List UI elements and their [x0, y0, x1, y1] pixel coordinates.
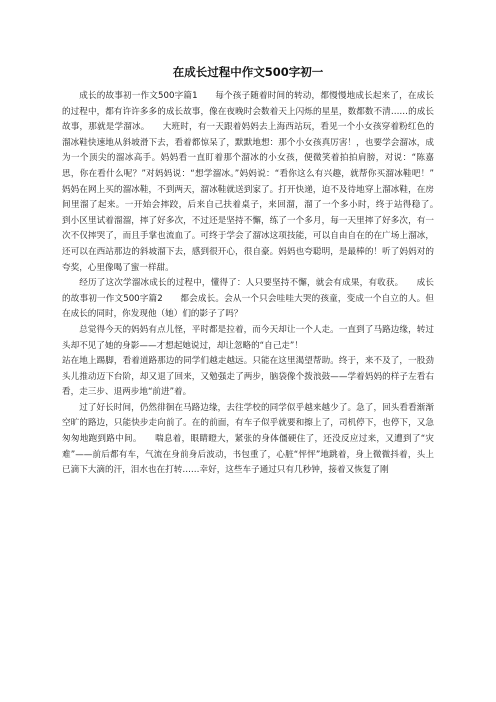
document-title: 在成长过程中作文500字初一	[172, 65, 324, 79]
paragraph-2: 经历了这次学溜冰成长的过程中，懂得了：人只要坚持不懈，就会有成果，有收获。 成长的故事初一作文500字篇2 都会成长。会从一个只会哇哇大哭的孩童，变成一个自立的人。但在成长的同时，你发现他（她）们的影子了吗？	[62, 278, 434, 320]
paragraph-5: 过了好长时间，仍然徘徊在马路边缘，去往学校的同学似乎越来越少了。急了，回头看看渐渐空旷的路边，只能快步走向前了。在的前面，有车子似乎就要和擦上了，司机停下，也停下，又急匆匆地跑到路中间。 喘息着，眼睛瞪大，紧张的身体僵硬住了，还没反应过来，又遭到了“灾难”——前后都有车，气流在身前身后波动，书包重了，心脏“怦怦”地跳着，身上微微抖着，头上已滴下大滴的汗，泪水也在打转……幸好，这些车子通过只有几秒钟，接着又恢复了刚	[62, 402, 434, 476]
document-page	[62, 64, 452, 479]
paragraph-3: 总觉得今天的妈妈有点儿怪，平时都是拉着，而今天却让一个人走。一直到了马路边缘，转过头却不见了她的身影——才想起她说过，却让忽略的“自己走”！	[62, 324, 434, 351]
paragraph-4: 站在地上踢脚，看着道路那边的同学们越走越远。只能在这里渴望帮助。终于，来不及了，一股劲头儿推动迈下台阶，却又退了回来，又勉强走了两步，脑袋像个拨浪鼓——学着妈妈的样子左看右看，走三步、退两步地“前进”着。	[62, 356, 434, 398]
paragraph-1: 成长的故事初一作文500字篇1 每个孩子随着时间的转动，都慢慢地成长起来了，在成长的过程中，都有许许多多的成长故事，像在夜晚时会数着天上闪烁的星星，数都数不清……的成长故事，那就是学溜冰。 大班时，有一天跟着妈妈去上海西站玩，看见一个小女孩穿着粉红色的溜冰鞋快速地从斜坡滑下去，看着都惊呆了，默默地想：那个小女孩真厉害！，也要学会溜冰，成为一个顶尖的溜冰高手。妈妈看一直盯着那个溜冰的小女孩，便微笑着拍拍肩膀，对说：“陈嘉思，你在看什么呢？”对妈妈说：“想学溜冰。”妈妈说：“看你这么有兴趣，就帮你买溜冰鞋吧！” 妈妈在网上买的溜冰鞋，不到两天，溜冰鞋就送到家了。打开快递，迫不及待地穿上溜冰鞋，在房间里溜了起来。一开始会摔跤，后来自己扶着桌子，来回溜，溜了一个多小时，终于站得稳了。 到小区里试着溜溜，摔了好多次，不过还是坚持不懈，练了一个多月，每一天里摔了好多次，有一次不仅摔哭了，而且手掌也流血了。可终于学会了溜冰这项技能，可以自由自在的在广场上溜冰，还可以在西站那边的斜坡溜下去，感到很开心，很自豪。妈妈也夸聪明，是最棒的！听了妈妈对的夸奖，心里像喝了蜜一样甜。	[62, 91, 452, 273]
